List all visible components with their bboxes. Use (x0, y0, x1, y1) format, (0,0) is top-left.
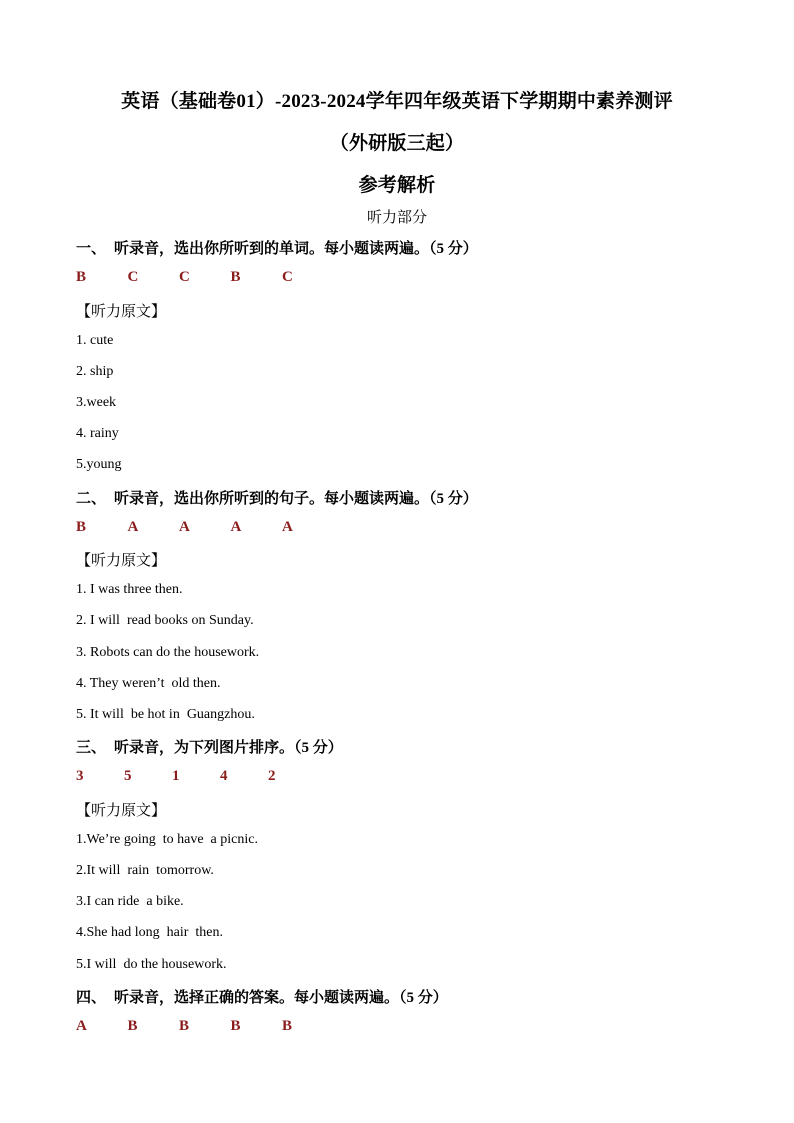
transcript-line: 1. cute (76, 333, 114, 348)
answer-item: B (127, 1018, 138, 1034)
transcript-line: 3.week (76, 395, 117, 410)
answer-item: B (179, 1018, 190, 1034)
section-2-answers (76, 519, 334, 536)
part-label: 听力部分 (366, 210, 427, 226)
answer-item: B (230, 269, 241, 285)
answer-item: C (179, 269, 190, 285)
listening-original-label: 【听力原文】 (76, 304, 167, 320)
section-1-answers (76, 269, 334, 286)
answer-item: A (127, 519, 139, 535)
answer-item: A (230, 519, 242, 535)
answer-item: 3 (76, 768, 84, 784)
answer-item: C (282, 269, 293, 285)
section-number: 二、 (76, 491, 107, 507)
answer-item: B (230, 1018, 241, 1034)
transcript-line: 2. ship (76, 364, 114, 379)
section-instruction: 听录音，选出你所听到的单词。每小题读两遍。（5 分） (114, 241, 478, 257)
transcript-line: 1. I was three then. (76, 582, 183, 597)
transcript-line: 2.It will rain tomorrow. (76, 863, 214, 878)
answer-item: B (76, 269, 87, 285)
section-1-heading (76, 237, 478, 258)
transcript-line: 3.I can ride a bike. (76, 894, 184, 909)
answer-item: 5 (124, 768, 132, 784)
transcript-line: 2. I will read books on Sunday. (76, 613, 254, 628)
transcript-line: 5.young (76, 457, 122, 472)
document-title: 英语（基础卷01）-2023-2024学年四年级英语下学期期中素养测评 (121, 91, 673, 112)
listening-original-label: 【听力原文】 (76, 553, 167, 569)
answer-item: A (76, 1018, 87, 1034)
answer-item: 2 (268, 768, 276, 784)
document-heading: 参考解析 (358, 175, 436, 196)
section-number: 三、 (76, 740, 107, 756)
answer-item: 1 (172, 768, 180, 784)
transcript-line: 4.She had long hair then. (76, 925, 223, 940)
section-instruction: 听录音，选择正确的答案。每小题读两遍。（5 分） (114, 990, 448, 1006)
section-number: 一、 (76, 241, 107, 257)
section-instruction: 听录音，为下列图片排序。（5 分） (114, 740, 343, 756)
section-2-heading (76, 487, 478, 508)
section-3-answers (76, 768, 316, 785)
section-number: 四、 (76, 990, 107, 1006)
section-3-heading (76, 736, 343, 757)
answer-item: A (179, 519, 190, 535)
answer-item: B (76, 519, 87, 535)
answer-item: A (282, 519, 293, 535)
transcript-line: 4. rainy (76, 426, 119, 441)
answer-item: C (127, 269, 139, 285)
document-subtitle: （外研版三起） (329, 133, 465, 154)
listening-original-label: 【听力原文】 (76, 803, 167, 819)
section-4-answers (76, 1018, 334, 1035)
transcript-line: 4. They weren’t old then. (76, 676, 221, 691)
answer-item: B (282, 1018, 293, 1034)
transcript-line: 3. Robots can do the housework. (76, 645, 260, 660)
transcript-line: 5. It will be hot in Guangzhou. (76, 707, 255, 722)
answer-item: 4 (220, 768, 228, 784)
transcript-line: 5.I will do the housework. (76, 957, 227, 972)
section-instruction: 听录音，选出你所听到的句子。每小题读两遍。（5 分） (114, 491, 478, 507)
transcript-line: 1.We’re going to have a picnic. (76, 832, 258, 847)
section-4-heading (76, 986, 448, 1007)
